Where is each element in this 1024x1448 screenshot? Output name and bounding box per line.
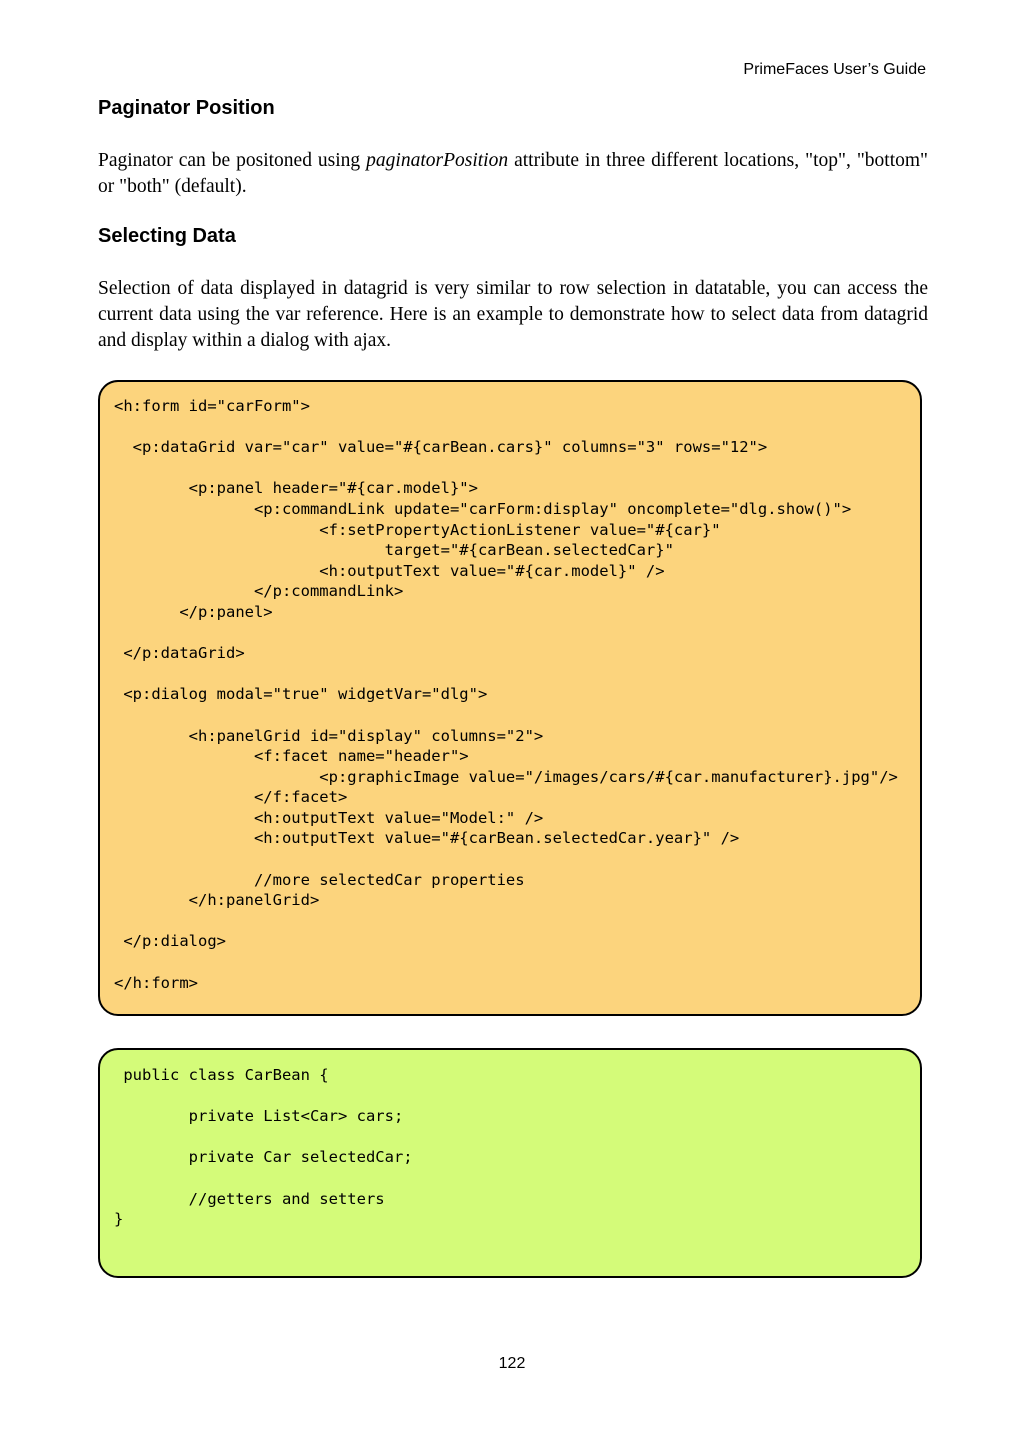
running-header: PrimeFaces User’s Guide (743, 61, 926, 78)
code-line: <p:dataGrid var="car" value="#{carBean.cars}" columns="3" rows="12"> (114, 438, 768, 457)
code-line: private Car selectedCar; (114, 1148, 413, 1167)
code-line: <p:commandLink update="carForm:display" oncomplete="dlg.show()"> (114, 499, 852, 518)
code-line: <f:facet name="header"> (114, 747, 469, 766)
code-line: <p:graphicImage value="/images/cars/#{car.manufacturer}.jpg"/> (114, 767, 898, 786)
code-line: </p:dialog> (114, 932, 226, 951)
code-line (114, 458, 898, 479)
code-line (114, 705, 898, 726)
page-number: 122 (498, 1355, 526, 1372)
code-line: target="#{carBean.selectedCar}" (114, 541, 674, 560)
paginator-text-before: Paginator can be positoned using (98, 150, 367, 171)
code-line: private List<Car> cars; (114, 1107, 404, 1126)
code-line: </p:dataGrid> (114, 644, 245, 663)
paginator-paragraph (98, 148, 928, 200)
code-line (114, 417, 898, 438)
code-line: //getters and setters (114, 1189, 385, 1208)
code-line (114, 664, 898, 685)
code-line: <p:dialog modal="true" widgetVar="dlg"> (114, 685, 488, 704)
code-line (114, 849, 898, 870)
xhtml-code-box (98, 380, 922, 1016)
java-code-listing (114, 1065, 413, 1230)
code-line: <f:setPropertyActionListener value="#{car}" (114, 520, 721, 539)
code-line (114, 911, 898, 932)
code-line: <h:outputText value="Model:" /> (114, 808, 544, 827)
selecting-paragraph: Selection of data displayed in datagrid is very similar to row selection in datatable, you can access the current data using the var reference. Here is an example to demonstrate how to select data from datagrid and display within a dialog with ajax. (98, 278, 928, 351)
code-line: </h:form> (114, 973, 198, 992)
code-line (114, 623, 898, 644)
code-line: <h:panelGrid id="display" columns="2"> (114, 726, 544, 745)
section-heading-paginator-position: Paginator Position (98, 97, 275, 119)
code-line: </f:facet> (114, 788, 348, 807)
code-line: </p:commandLink> (114, 582, 404, 601)
code-line: <h:outputText value="#{carBean.selectedCar.year}" /> (114, 829, 740, 848)
code-line: } (114, 1210, 124, 1229)
section-heading-selecting-data: Selecting Data (98, 225, 236, 247)
code-line: public class CarBean { (114, 1066, 329, 1084)
code-line: <h:outputText value="#{car.model}" /> (114, 561, 665, 580)
code-line: </h:panelGrid> (114, 891, 320, 910)
code-line (114, 1168, 413, 1189)
code-line (114, 1127, 413, 1148)
code-line (114, 952, 898, 973)
xhtml-code-listing (114, 396, 898, 993)
code-line: <h:form id="carForm"> (114, 397, 310, 415)
paginator-text-after: attribute in three different locations, "top", "bottom" or "both" (default). (98, 150, 928, 197)
java-code-box (98, 1048, 922, 1278)
code-line: </p:panel> (114, 602, 273, 621)
code-line: <p:panel header="#{car.model}"> (114, 479, 478, 498)
code-line (114, 1086, 413, 1107)
code-line: //more selectedCar properties (114, 870, 525, 889)
paginator-attribute-name: paginatorPosition (366, 150, 509, 171)
